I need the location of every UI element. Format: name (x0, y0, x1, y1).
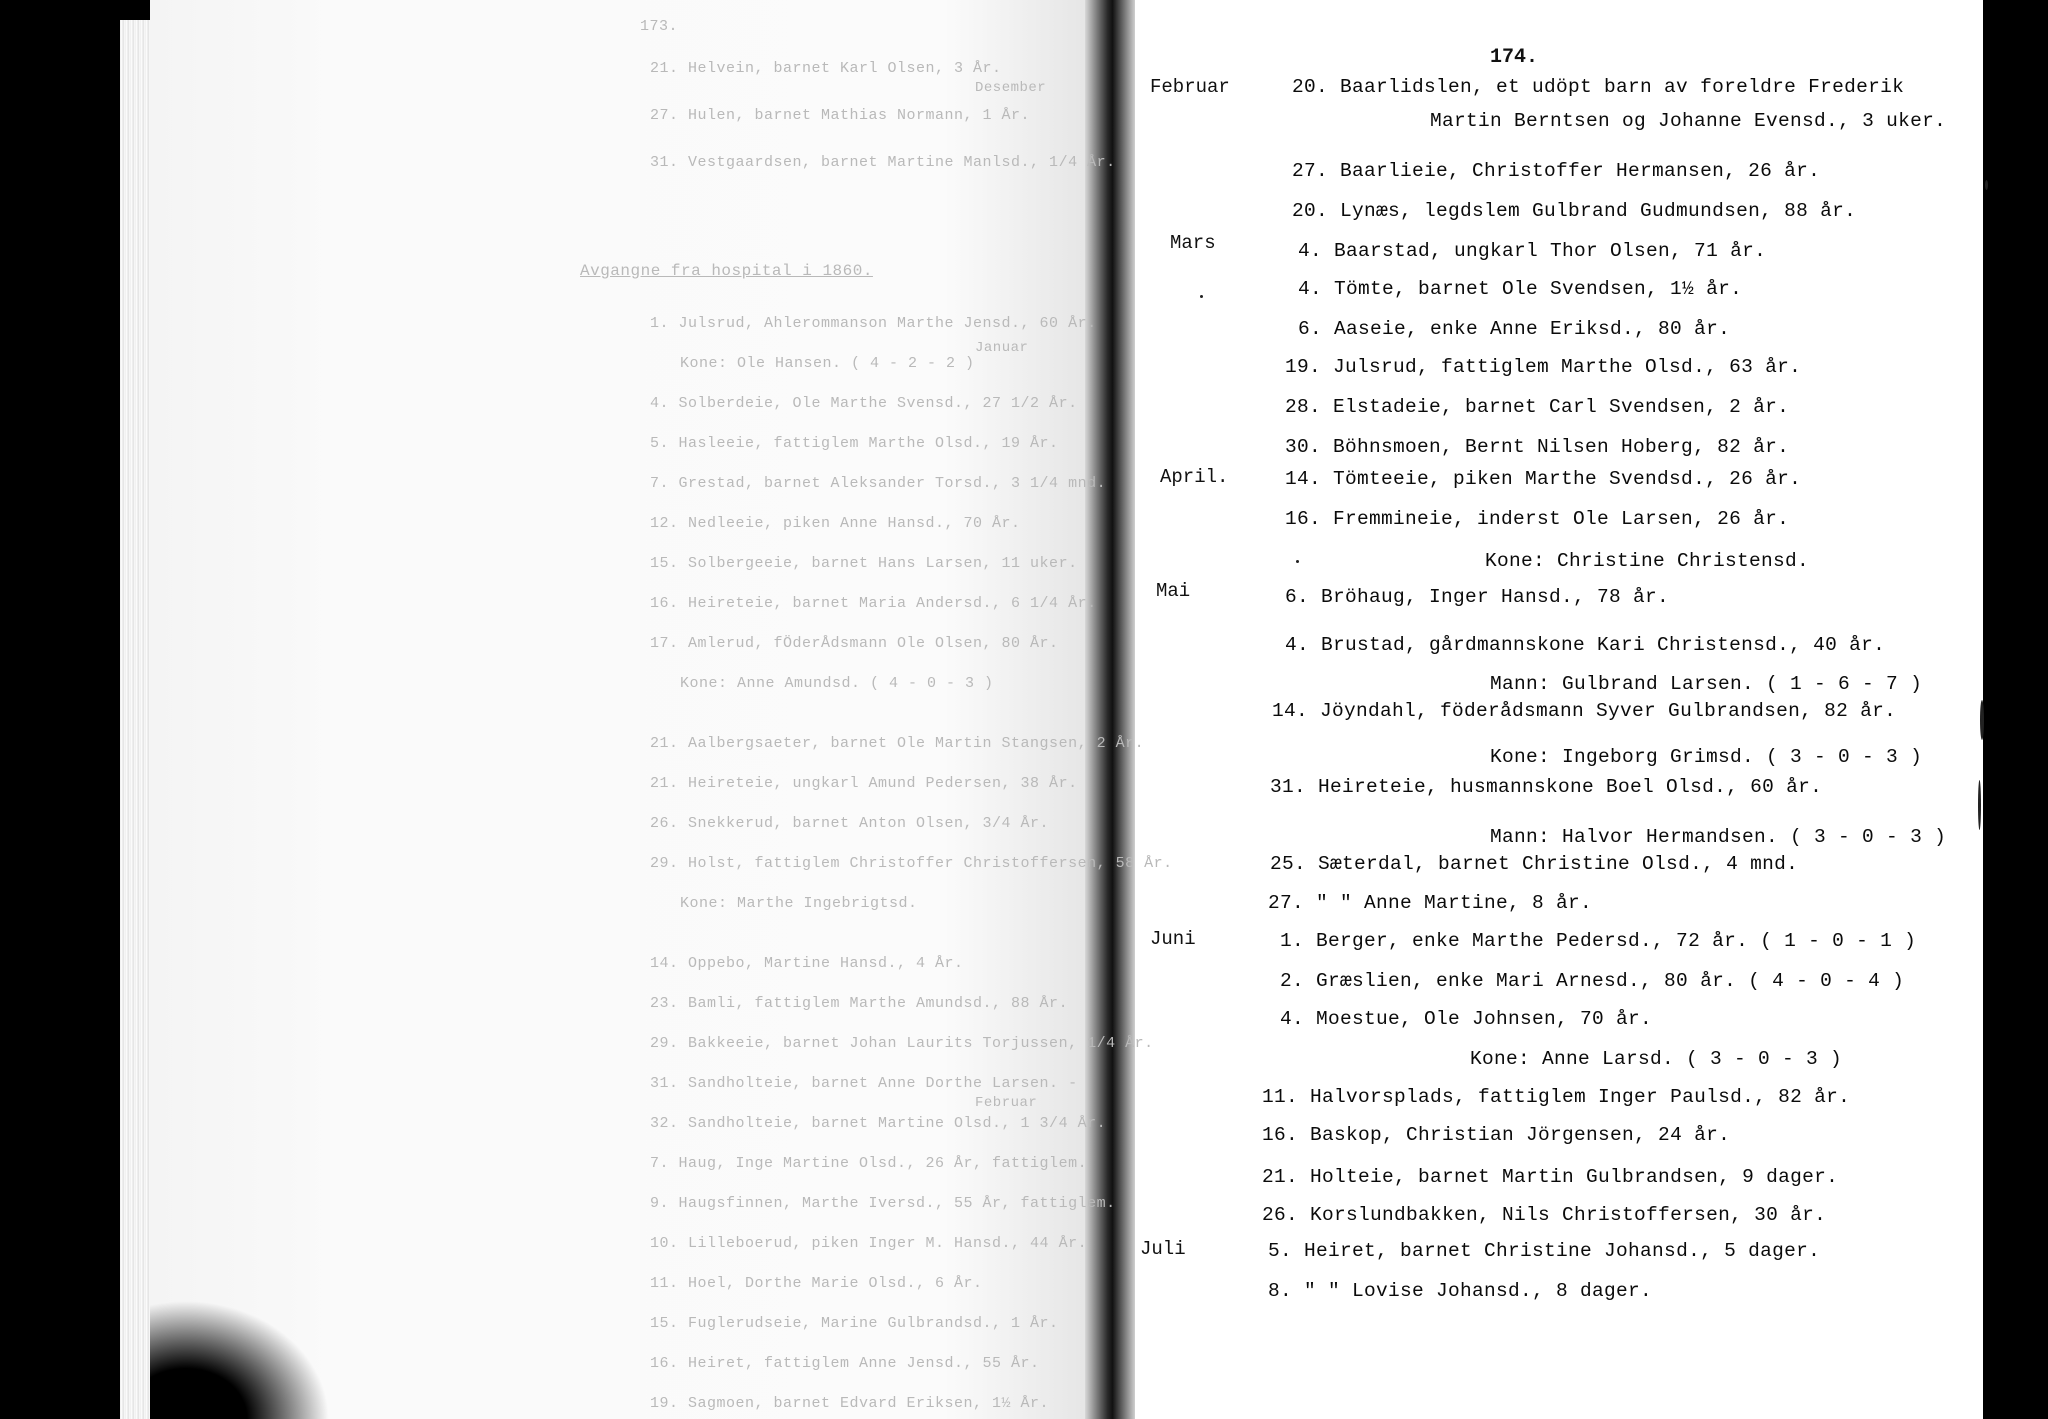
left-page-line: 32. Sandholteie, barnet Martine Olsd., 1 3/4 År. (650, 1115, 1107, 1132)
left-page-line: 21. Helvein, barnet Karl Olsen, 3 År. (650, 60, 1002, 77)
entry-line: 21. Holteie, barnet Martin Gulbrandsen, 9 dager. (1262, 1166, 1839, 1188)
entry-line: 14. Tömteeie, piken Marthe Svendsd., 26 år. (1285, 468, 1802, 490)
left-page-line: 23. Bamli, fattiglem Marthe Amundsd., 88 År. (650, 995, 1069, 1012)
entry-line: 27. Baarlieie, Christoffer Hermansen, 26 år. (1292, 160, 1821, 182)
left-page-line: 17. Amlerud, fÖderÅdsmann Ole Olsen, 80 År. (650, 635, 1059, 652)
entry-line: Mann: Halvor Hermandsen. ( 3 - 0 - 3 ) (1490, 826, 1947, 848)
left-page-line: Kone: Anne Amundsd. ( 4 - 0 - 3 ) (680, 675, 994, 692)
entry-line: 14. Jöyndahl, föderådsmann Syver Gulbrandsen, 82 år. (1272, 700, 1897, 722)
left-page-line: 4. Solberdeie, Ole Marthe Svensd., 27 1/2 År. (650, 395, 1078, 412)
left-page-line: 29. Bakkeeie, barnet Johan Laurits Torjussen, 1/4 År. (650, 1035, 1154, 1052)
left-page-line: 7. Haug, Inge Martine Olsd., 26 År, fattiglem. (650, 1155, 1088, 1172)
entry-line: 26. Korslundbakken, Nils Christoffersen, 30 år. (1262, 1204, 1827, 1226)
scan-border-right (1983, 0, 2048, 1419)
entry-line: 11. Halvorsplads, fattiglem Inger Paulsd., 82 år. (1262, 1086, 1851, 1108)
left-page-line: 16. Heireteie, barnet Maria Andersd., 6 1/4 År. (650, 595, 1097, 612)
entry-line: 19. Julsrud, fattiglem Marthe Olsd., 63 år. (1285, 356, 1802, 378)
entry-line: 1. Berger, enke Marthe Pedersd., 72 år. ( 1 - 0 - 1 ) (1280, 930, 1917, 952)
entry-line: Kone: Anne Larsd. ( 3 - 0 - 3 ) (1470, 1048, 1843, 1070)
left-page-line: 15. Fuglerudseie, Marine Gulbrandsd., 1 År. (650, 1315, 1059, 1332)
month-mars: Mars (1170, 232, 1216, 254)
left-page-line: 5. Hasleeie, fattiglem Marthe Olsd., 19 År. (650, 435, 1059, 452)
entry-line: 30. Böhnsmoen, Bernt Nilsen Hoberg, 82 år. (1285, 436, 1790, 458)
left-page-line: 11. Hoel, Dorthe Marie Olsd., 6 År. (650, 1275, 983, 1292)
scan-speck (1978, 780, 1981, 830)
left-page-line: 9. Haugsfinnen, Marthe Iversd., 55 År, fattiglem. (650, 1195, 1116, 1212)
left-page-line: 27. Hulen, barnet Mathias Normann, 1 År. (650, 107, 1031, 124)
month-april: April. (1160, 466, 1229, 488)
left-page-line: 16. Heiret, fattiglem Anne Jensd., 55 År. (650, 1355, 1040, 1372)
left-page-line: 14. Oppebo, Martine Hansd., 4 År. (650, 955, 964, 972)
entry-line: 6. Bröhaug, Inger Hansd., 78 år. (1285, 586, 1670, 608)
entry-line: 20. Lynæs, legdslem Gulbrand Gudmundsen, 88 år. (1292, 200, 1857, 222)
entry-line: 31. Heireteie, husmannskone Boel Olsd., 60 år. (1270, 776, 1823, 798)
entry-line: 5. Heiret, barnet Christine Johansd., 5 dager. (1268, 1240, 1821, 1262)
left-page-margin-month: Februar (975, 1095, 1038, 1111)
entry-line: 6. Aaseie, enke Anne Eriksd., 80 år. (1298, 318, 1731, 340)
page-number: 174. (1490, 46, 1539, 69)
entry-line: Kone: Ingeborg Grimsd. ( 3 - 0 - 3 ) (1490, 746, 1923, 768)
left-page-margin-month: Desember (975, 80, 1047, 96)
left-page-line: 31. Sandholteie, barnet Anne Dorthe Larsen. - (650, 1075, 1078, 1092)
entry-line: 4. Moestue, Ole Johnsen, 70 år. (1280, 1008, 1653, 1030)
entry-line: 2. Græslien, enke Mari Arnesd., 80 år. ( 4 - 0 - 4 ) (1280, 970, 1905, 992)
scan-speck (1980, 700, 1984, 740)
left-page-heading: Avgangne fra hospital i 1860. (580, 262, 873, 280)
scan-speck (1200, 295, 1203, 298)
left-page-margin-month: Januar (975, 340, 1029, 356)
month-juli: Juli (1140, 1238, 1186, 1260)
left-page-line: 21. Aalbergsaeter, barnet Ole Martin Stangsen, 2 År. (650, 735, 1145, 752)
entry-line: Mann: Gulbrand Larsen. ( 1 - 6 - 7 ) (1490, 673, 1923, 695)
entry-line: 20. Baarlidslen, et udöpt barn av foreldre Frederik (1292, 76, 1905, 98)
entry-line: Martin Berntsen og Johanne Evensd., 3 uker. (1430, 110, 1947, 132)
left-page-line: 19. Sagmoen, barnet Edvard Eriksen, 1½ År. (650, 1395, 1050, 1412)
month-juni: Juni (1150, 928, 1196, 950)
entry-line: 25. Sæterdal, barnet Christine Olsd., 4 mnd. (1270, 853, 1799, 875)
left-page-line: 10. Lilleboerud, piken Inger M. Hansd., 44 År. (650, 1235, 1088, 1252)
month-mai: Mai (1156, 580, 1191, 602)
entry-line: 8. " " Lovise Johansd., 8 dager. (1268, 1280, 1653, 1302)
entry-line: 4. Baarstad, ungkarl Thor Olsen, 71 år. (1298, 240, 1767, 262)
left-page-line: 29. Holst, fattiglem Christoffer Christoffersen, 58 År. (650, 855, 1173, 872)
entry-line: 4. Tömte, barnet Ole Svendsen, 1½ år. (1298, 278, 1743, 300)
scan-shadow (150, 1300, 330, 1419)
entry-line: 16. Baskop, Christian Jörgensen, 24 år. (1262, 1124, 1731, 1146)
left-page-line: 1. Julsrud, Ahlerommanson Marthe Jensd., 60 År. (650, 315, 1097, 332)
entry-line: 16. Fremmineie, inderst Ole Larsen, 26 år. (1285, 508, 1790, 530)
left-page-line: Kone: Ole Hansen. ( 4 - 2 - 2 ) (680, 355, 975, 372)
left-page-line: 31. Vestgaardsen, barnet Martine Manlsd., 1/4 År. (650, 154, 1116, 171)
entry-line: 27. " " Anne Martine, 8 år. (1268, 892, 1593, 914)
scan-speck (1985, 180, 1988, 190)
scan-speck (1296, 560, 1299, 563)
page-stack-edge (120, 20, 154, 1419)
left-page-line: 21. Heireteie, ungkarl Amund Pedersen, 38 År. (650, 775, 1078, 792)
left-page-line: 15. Solbergeeie, barnet Hans Larsen, 11 uker. (650, 555, 1078, 572)
left-page-line: 12. Nedleeie, piken Anne Hansd., 70 År. (650, 515, 1021, 532)
left-page-line: 26. Snekkerud, barnet Anton Olsen, 3/4 År. (650, 815, 1050, 832)
left-page-line: Kone: Marthe Ingebrigtsd. (680, 895, 918, 912)
month-februar: Februar (1150, 76, 1230, 98)
entry-line: Kone: Christine Christensd. (1485, 550, 1810, 572)
entry-line: 28. Elstadeie, barnet Carl Svendsen, 2 år. (1285, 396, 1790, 418)
entry-line: 4. Brustad, gårdmannskone Kari Christensd., 40 år. (1285, 634, 1886, 656)
left-page-number: 173. (640, 18, 679, 35)
left-page-line: 7. Grestad, barnet Aleksander Torsd., 3 1/4 mnd. (650, 475, 1107, 492)
